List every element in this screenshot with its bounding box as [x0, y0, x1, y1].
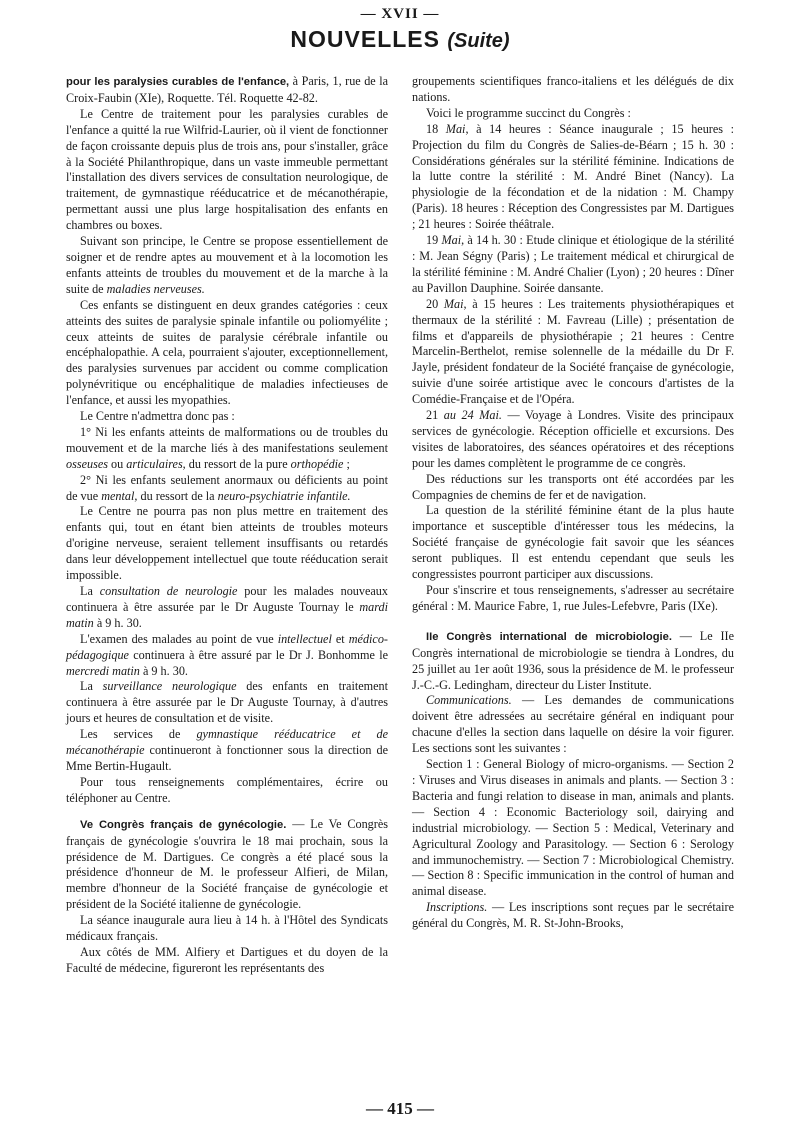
- article-paragraph: 2° Ni les enfants seulement anormaux ou déficients au point de vue mental, du ressort de la neuro-psychiatrie infantile.: [66, 472, 388, 503]
- article-paragraph: Le Centre n'admettra donc pas :: [80, 409, 235, 424]
- article-paragraph: Des réductions sur les transports ont été accordées par les Compagnies de chemins de fer et de navigation.: [412, 471, 734, 502]
- article-paragraph: La surveillance neurologique des enfants en traitement continuera à être assurée par le Dr Auguste Tournay, à d'autres jours et heures de consultation et de visite.: [66, 679, 388, 726]
- article-paragraph: Inscriptions. — Les inscriptions sont reçues par le secrétaire général du Congrès, M. R. St-John-Brooks,: [412, 900, 734, 931]
- article-paragraph: Communications. — Les demandes de communications doivent être adressées au secrétaire général en indiquant pour chacune d'elles la section dans laquelle on désire la voir figurer. Les sections sont les suivantes :: [412, 693, 734, 756]
- article-paragraph: Ve Congrès français de gynécologie. — Le Ve Congrès français de gynécologie s'ouvrira le 18 mai prochain, sous la présidence de M. Dartigues. Ce congrès a été placé sous la présidence d'honneur de M. le professeur Alfieri, de Milan, membre d'honneur de la Société française de gynécologie et président de la Société italienne de gynécologie.: [66, 816, 388, 912]
- article-paragraph: 21 au 24 Mai. — Voyage à Londres. Visite des principaux services de gynécologie. Réception officielle et excursions. Des visites de laboratoires, des séances opératoires et des réceptions pour les dames complètent le programme de ce congrès.: [412, 408, 735, 470]
- article-paragraph: Le Centre ne pourra pas non plus mettre en traitement des enfants qui, tout en étant bien atteints de troubles moteurs d'origine nerveuse, seraient tellement insuffisants ou retardés dans leur développement intellectuel que toute rééducation serait impossible.: [66, 504, 388, 583]
- article-paragraph: Ces enfants se distinguent en deux grandes catégories : ceux atteints des suites de paralysie spinale infantile ou poliomyélite ; ceux atteints de suites de paralysie cérébrale infantile ou encéphalopathie. A cela, pourraient s'ajouter, exceptionnellement, des paralysies survenues par accident ou comme complication polynévritique ou encéphalitique de maladies infectieuses de l'enfance, et aussi les myopathies.: [66, 297, 388, 408]
- article-paragraph: 20 Mai, à 15 heures : Les traitements physiothérapiques et thermaux de la stérilité : M. Favreau (Lille) ; présentation de films et d'appareils de physiothérapie ; 21 heures : Centre Marcelin-Berthelot, remise solennelle de la médaille du Dr F. Jayle, président fondateur de la Société française de gynécologie, suivie d'une soirée artistique avec le concours d'artistes de la Comédie-Française et de l'Opéra.: [412, 296, 735, 407]
- article-title: Ve Congrès français de gynécologie.: [80, 818, 287, 831]
- article-paragraph: Suivant son principe, le Centre se propose essentiellement de soigner et de rendre aptes au mouvement et à la locomotion les enfants atteints de troubles du mouvement et de la marche à la suite de maladies nerveuses.: [66, 234, 388, 296]
- article-paragraph: IIe Congrès international de microbiologie. — Le IIe Congrès international de microbiologie se tiendra à Londres, du 25 juillet au 1er août 1936, sous la présidence de M. le professeur J.-C.-G. Ledingham, directeur du Lister Institute.: [412, 628, 734, 692]
- page-footer-number: — 415 —: [366, 1099, 434, 1118]
- article-paragraph: pour les paralysies curables de l'enfance, à Paris, 1, rue de la Croix-Faubin (XIe), Roquette. Tél. Roquette 42-82.: [66, 74, 388, 105]
- section-heading: [0, 26, 800, 53]
- article-paragraph: Pour tous renseignements complémentaires, écrire ou téléphoner au Centre.: [66, 774, 388, 805]
- article-title: pour les paralysies curables de l'enfance,: [66, 76, 290, 88]
- article-paragraph: La question de la stérilité féminine étant de la plus haute importance et susceptible d'intéresser tous les médecins, la Société française de gynécologie fait savoir que les séances seront publiques. Il est entendu cependant que seuls les congressistes pourront participer aux discussions.: [412, 503, 734, 582]
- article-paragraph: Voici le programme succinct du Congrès :: [426, 105, 631, 120]
- article-paragraph: L'examen des malades au point de vue intellectuel et médico-pédagogique continuera à être assuré par le Dr J. Bonhomme le mercredi matin à 9 h. 30.: [66, 631, 388, 678]
- article-paragraph: Les services de gymnastique rééducatrice et de mécanothérapie continueront à fonctionner sous la direction de Mme Bertin-Hugault.: [66, 727, 388, 773]
- left-column: [66, 74, 388, 977]
- article-paragraph: La séance inaugurale aura lieu à 14 h. à l'Hôtel des Syndicats médicaux français.: [66, 913, 388, 944]
- article-paragraph: Aux côtés de MM. Alfiery et Dartigues et du doyen de la Faculté de médecine, figureront les représentants des: [66, 944, 388, 975]
- article-paragraph: 19 Mai, à 14 h. 30 : Etude clinique et étiologique de la stérilité : M. Jean Ségny (Paris) ; Le traitement médical et chirurgical de la stérilité féminine : M. André Chalier (Lyon) ; 20 heures : Dîner au Pavillon Dauphine. Soirée dansante.: [412, 233, 734, 295]
- article-paragraph: La consultation de neurologie pour les malades nouveaux continuera à être assurée par le Dr Auguste Tournay le mardi matin à 9 h. 30.: [66, 584, 388, 630]
- article-paragraph: groupements scientifiques franco-italiens et les délégués de dix nations.: [412, 74, 734, 104]
- page-header-number: — XVII —: [360, 6, 440, 22]
- right-column: [412, 74, 734, 932]
- article-paragraph: Pour s'inscrire et tous renseignements, s'adresser au secrétaire général : M. Maurice Fabre, 1, rue Jules-Lefebvre, Paris (IXe).: [412, 583, 734, 613]
- article-paragraph: Le Centre de traitement pour les paralysies curables de l'enfance a quitté la rue Wilfrid-Laurier, où il vient de fonctionner de façon croissante depuis plus de trois ans, pour s'installer, grâce à la Société Philanthropique, dans un vaste immeuble permettant l'installation des divers services de consultation neurologique, de traitement, de gymnastique rééducatrice et de mécanothérapie, permettant aussi une plus large hospitalisation des enfants en chambres ou boxes.: [66, 106, 388, 233]
- article-paragraph: 1° Ni les enfants atteints de malformations ou de troubles du mouvement et de la marche liés à des manifestations seulement osseuses ou articulaires, du ressort de la pure orthopédie ;: [66, 424, 388, 471]
- article-paragraph: 18 Mai, à 14 heures : Séance inaugurale ; 15 heures : Projection du film du Congrès de Salies-de-Béarn ; 15 h. 30 : Considérations générales sur la stérilité féminine. Indications de la lutte contre la stérilité : M. André Binet (Nancy). La physiologie de la fécondation et de la nidation : M. Champy (Paris). 18 heures : Réception des Congressistes par M. Dartigues ; 21 heures : Soirée théâtrale.: [412, 121, 734, 232]
- heading-suffix: (Suite): [447, 30, 510, 52]
- article-paragraph: Section 1 : General Biology of micro-organisms. — Section 2 : Viruses and Virus diseases in animals and plants. — Section 3 : Bacteria and fungi relation to disease in man, animals and plants. — Section 4 : Economic Bacteriology soil, dairying and industrial microbiology. — Section 5 : Medical, Veterinary and Agricultural Zoology and Parasitology. — Section 6 : Serology and immunochemistry. — Section 7 : Microbiological Chemistry. — Section 8 : Specific immunication in the control of human and animal disease.: [412, 757, 734, 899]
- heading-title: NOUVELLES: [290, 26, 440, 52]
- article-title: IIe Congrès international de microbiologie.: [426, 630, 672, 643]
